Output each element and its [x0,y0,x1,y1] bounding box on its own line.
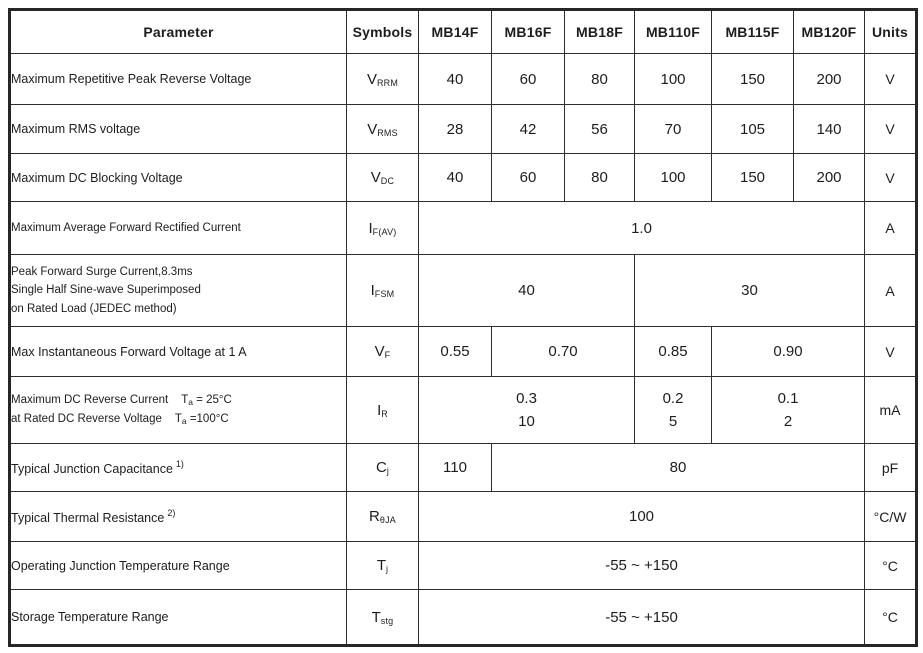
row-rthja [10,492,917,542]
row-ir [10,377,917,444]
unit-cell: V [865,54,917,105]
value-cell: 60 [492,54,565,105]
row-tstg [10,590,917,646]
value-cell: 105 [712,105,794,154]
symbol-cell [347,327,419,377]
value-cell: 70 [635,105,712,154]
param-label: Storage Temperature Range [10,590,347,646]
unit-cell: A [865,202,917,255]
value-cell: 80 [565,154,635,202]
symbol-cell [347,255,419,327]
symbol-cell [347,105,419,154]
param-label [10,377,347,444]
param-label: Maximum RMS voltage [10,105,347,154]
value-cell: 30 [635,255,865,327]
symbol-base: V [367,120,378,138]
row-vf [10,327,917,377]
value-cell: 0.90 [712,327,865,377]
param-line: on Rated Load (JEDEC method) [11,302,177,315]
symbol-base: I [370,282,375,299]
param-line: Single Half Sine-wave Superimposed [11,284,201,297]
symbol-subscript: stg [380,615,394,626]
symbol-base: I [368,219,373,237]
symbol-subscript: F [384,350,391,360]
value-cell: 150 [712,54,794,105]
value-cell: 140 [794,105,865,154]
value-cell: -55 ~ +150 [419,542,865,590]
symbol-base: V [374,343,385,360]
value-cell: 100 [635,54,712,105]
footnote-marker: 1) [175,459,184,469]
value-cell: 100 [635,154,712,202]
unit-cell: V [865,154,917,202]
symbol-base: R [369,508,380,525]
symbol-base: V [370,169,381,186]
col-header-mb16f: MB16F [492,10,565,54]
footnote-marker: 2) [167,508,176,518]
symbol-subscript: F(AV) [372,226,397,237]
symbol-base: C [375,459,387,476]
unit-cell: °C [865,542,917,590]
test-condition: $T_a = 25^\circ C$ [181,394,232,408]
test-condition: $T_a =100^\circ C$ [174,413,229,426]
value-cell: 42 [492,105,565,154]
col-header-mb18f: MB18F [565,10,635,54]
unit-cell: pF [865,444,917,492]
symbol-subscript: R [381,408,388,419]
symbol-subscript: FSM [374,289,395,299]
param-label: Maximum Repetitive Peak Reverse Voltage [10,54,347,105]
symbol-cell [347,590,419,646]
value-cell: -55 ~ +150 [419,590,865,646]
value-cell: 40 [419,54,492,105]
value-cell: 40 [419,154,492,202]
param-label: Typical Junction Capacitance $^{1)}$ [10,444,347,492]
value-cell: 100 [419,492,865,542]
value-cell: 0.3 10 [419,377,635,444]
unit-cell: mA [865,377,917,444]
value-cell: 110 [419,444,492,492]
value-cell: 150 [712,154,794,202]
value-cell: 0.1 2 [712,377,865,444]
param-line: at Rated DC Reverse Voltage $T_a =100^\circ C$ [11,413,229,426]
symbol-subscript: j [386,466,390,476]
symbol-cell [347,377,419,444]
header-row [10,10,917,54]
param-label: Maximum Average Forward Rectified Current [10,202,347,255]
col-header-parameter: Parameter [10,10,347,54]
col-header-mb120f: MB120F [794,10,865,54]
row-tj [10,542,917,590]
unit-cell: °C [865,590,917,646]
value-cell: 0.2 5 [635,377,712,444]
row-ifav [10,202,917,255]
col-header-mb14f: MB14F [419,10,492,54]
param-label: Maximum DC Blocking Voltage [10,154,347,202]
param-label: Operating Junction Temperature Range [10,542,347,590]
symbol-cell [347,202,419,255]
param-label: Max Instantaneous Forward Voltage at 1 A [10,327,347,377]
symbol-base: T [371,608,381,626]
value-cell: 40 [419,255,635,327]
electrical-ratings-table [8,8,918,647]
symbol-subscript: RMS [377,127,398,138]
symbol-base: I [377,401,382,419]
row-ifsm [10,255,917,327]
row-vdc [10,154,917,202]
value-cell: 0.70 [492,327,635,377]
value-cell: 0.55 [419,327,492,377]
param-line: Peak Forward Surge Current,8.3ms [11,265,193,278]
row-vrms [10,105,917,154]
value-cell: 60 [492,154,565,202]
unit-cell: V [865,327,917,377]
param-label: Typical Thermal Resistance $^{2)}$ [10,492,347,542]
col-header-symbols: Symbols [347,10,419,54]
symbol-subscript: j [385,564,389,574]
unit-cell: A [865,255,917,327]
unit-cell: V [865,105,917,154]
symbol-cell [347,542,419,590]
symbol-subscript: θJA [379,515,396,525]
param-line: Maximum DC Reverse Current $T_a = 25^\circ C$ [11,394,232,408]
unit-cell: °C/W [865,492,917,542]
symbol-cell [347,492,419,542]
value-cell: 56 [565,105,635,154]
col-header-mb115f: MB115F [712,10,794,54]
param-label [10,255,347,327]
value-cell: 200 [794,154,865,202]
value-cell: 28 [419,105,492,154]
symbol-cell [347,54,419,105]
row-cj [10,444,917,492]
col-header-mb110f: MB110F [635,10,712,54]
symbol-base: T [376,557,386,574]
symbol-subscript: RRM [376,77,399,88]
value-cell: 0.85 [635,327,712,377]
value-cell: 1.0 [419,202,865,255]
value-cell: 80 [492,444,865,492]
symbol-subscript: DC [380,176,395,186]
symbol-base: V [366,70,377,88]
symbol-cell [347,154,419,202]
value-cell: 80 [565,54,635,105]
row-vrrm [10,54,917,105]
symbol-cell [347,444,419,492]
value-cell: 200 [794,54,865,105]
col-header-units: Units [865,10,917,54]
